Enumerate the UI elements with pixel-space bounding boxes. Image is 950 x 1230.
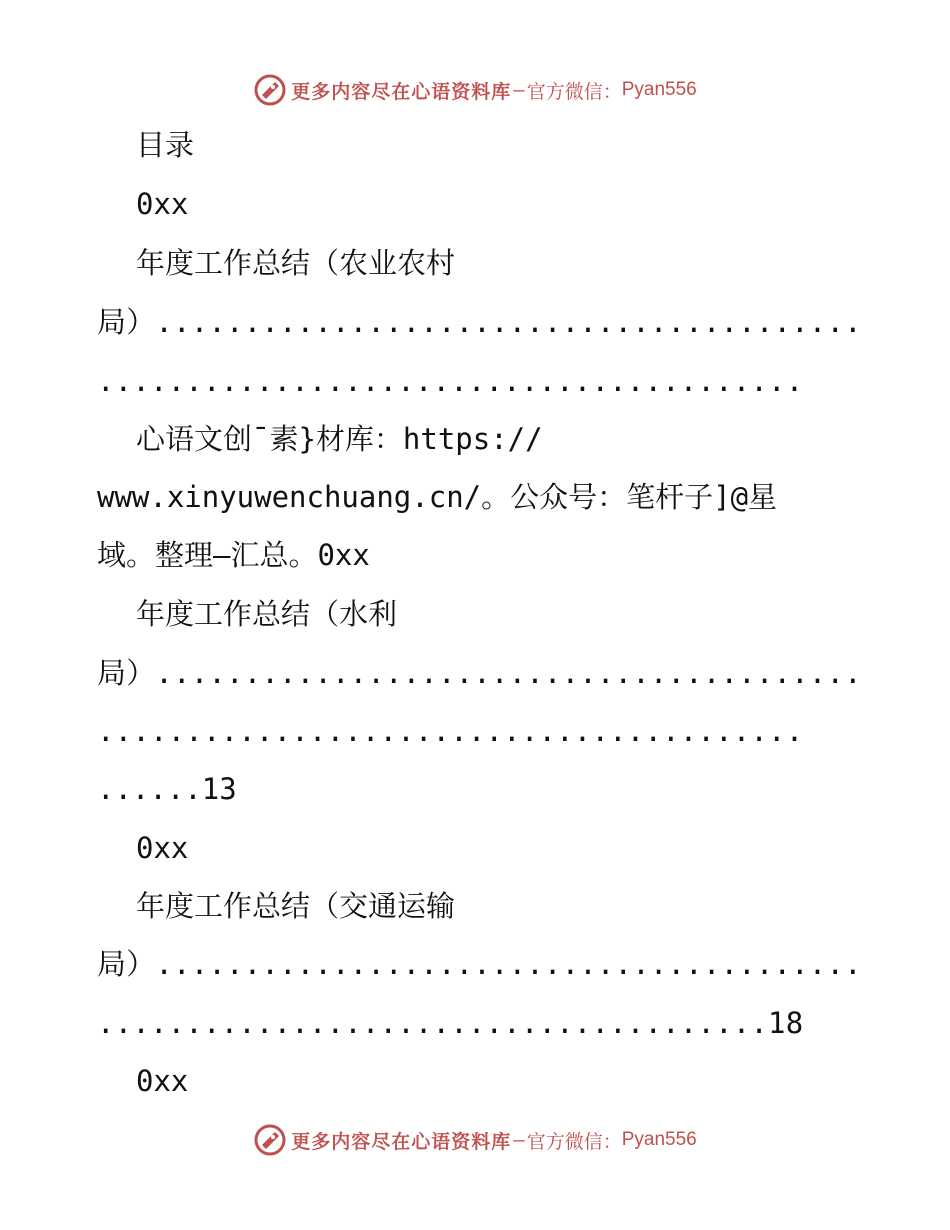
banner-wechat-label: 官方微信： bbox=[526, 80, 622, 103]
toc-heading: 目录 bbox=[136, 128, 195, 162]
toc-line: ........................................ bbox=[97, 364, 804, 398]
banner-separator: — bbox=[513, 79, 525, 101]
header-watermark-banner bbox=[0, 70, 950, 110]
toc-line: 心语文创¯素}材库：https:// bbox=[136, 422, 543, 456]
banner-text: 更多内容尽在心语资料库 bbox=[291, 80, 512, 103]
toc-line: ........................................ bbox=[97, 714, 804, 748]
toc-line: www.xinyuwenchuang.cn/。公众号：笔杆子]@星 bbox=[97, 480, 778, 514]
banner-separator: — bbox=[513, 1129, 525, 1151]
toc-line: 0xx bbox=[136, 831, 189, 865]
toc-line: 域。整理—汇总。0xx bbox=[97, 538, 370, 572]
toc-line: 0xx bbox=[136, 187, 189, 221]
banner-wechat-id: Pyan556 bbox=[621, 79, 697, 100]
footer-watermark-banner bbox=[0, 1120, 950, 1160]
toc-line: ......13 bbox=[97, 772, 237, 806]
pen-nib-logo-icon bbox=[253, 73, 287, 107]
toc-line: 年度工作总结（交通运输 bbox=[136, 889, 456, 923]
banner-text: 更多内容尽在心语资料库 bbox=[291, 1130, 512, 1153]
pen-nib-logo-icon bbox=[253, 1123, 287, 1157]
toc-line: 0xx bbox=[136, 1064, 189, 1098]
banner-wechat-id: Pyan556 bbox=[621, 1129, 697, 1150]
toc-line: 局）........................................ bbox=[97, 305, 862, 339]
toc-line: 年度工作总结（农业农村 bbox=[136, 246, 456, 280]
toc-line: 年度工作总结（水利 bbox=[136, 597, 398, 631]
banner-wechat-label: 官方微信： bbox=[526, 1130, 622, 1153]
toc-line: 局）........................................ bbox=[97, 656, 862, 690]
toc-line: ......................................18 bbox=[97, 1006, 804, 1040]
toc-line: 局）........................................ bbox=[97, 947, 862, 981]
